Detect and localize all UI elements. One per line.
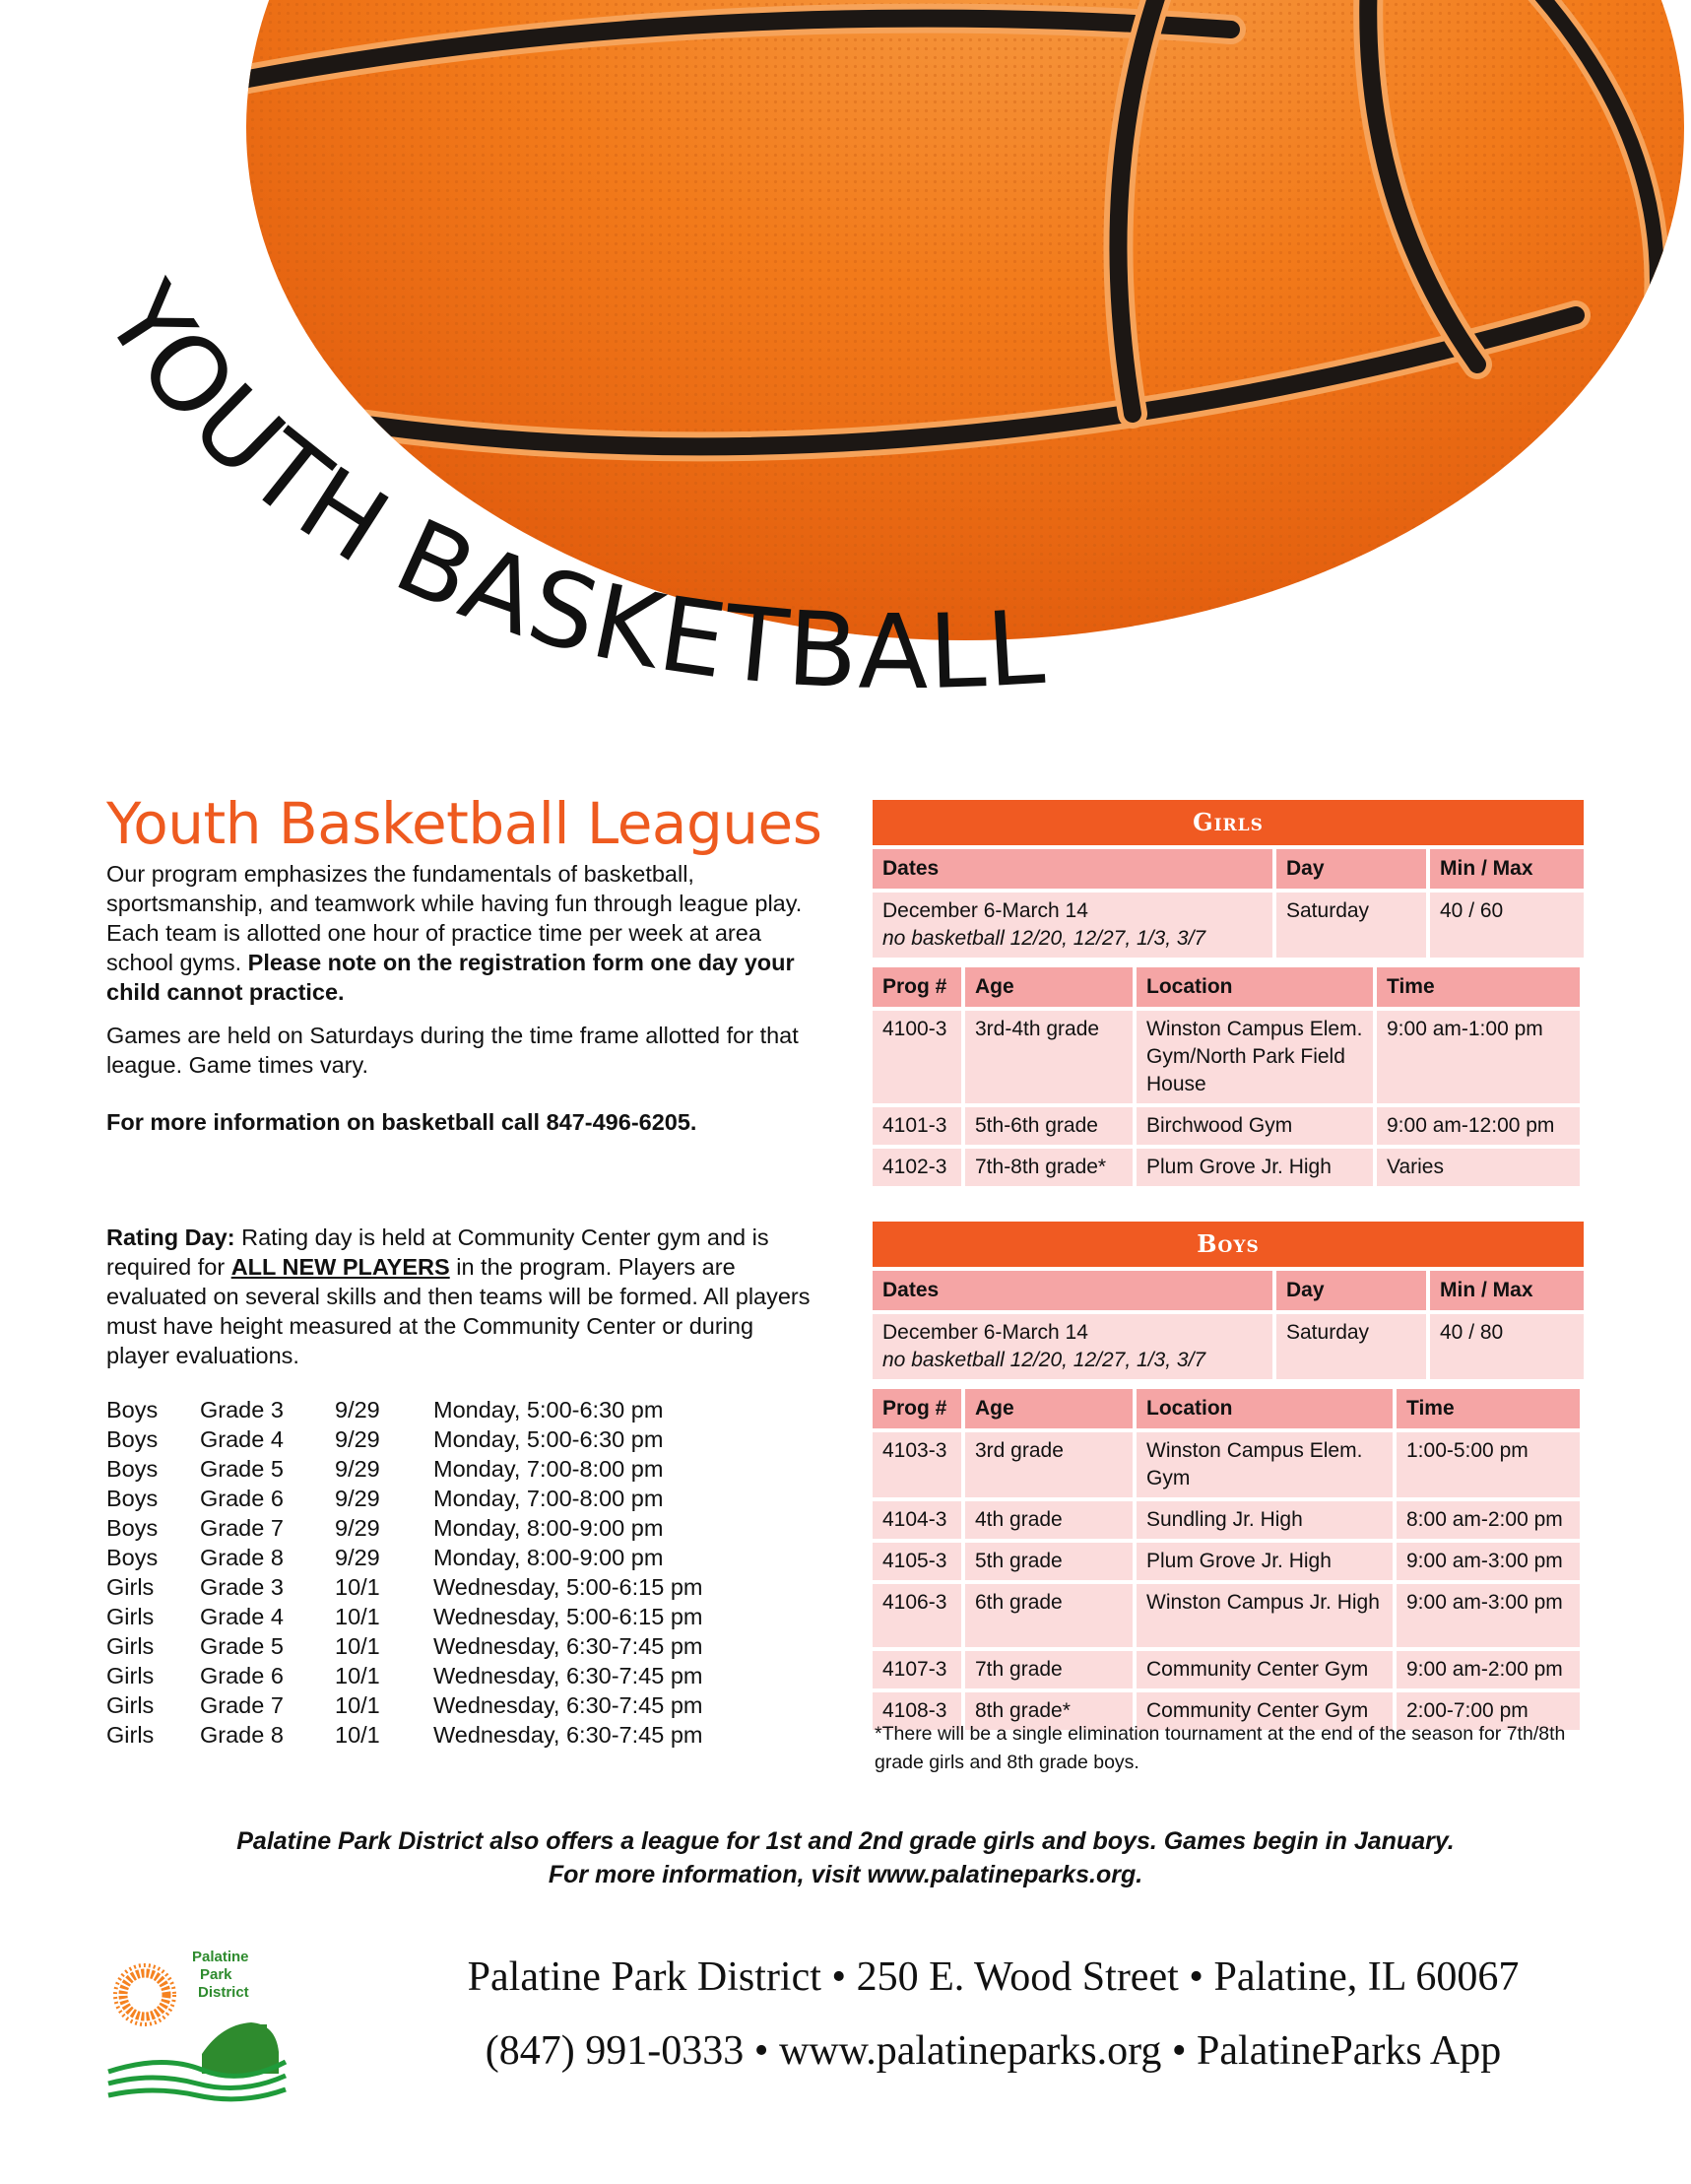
- rating-row: [106, 1513, 758, 1543]
- prog-number-cell: 4107-3: [873, 1651, 961, 1688]
- gender-cell: Boys: [106, 1397, 159, 1423]
- rating-paragraph: Rating Day: Rating day is held at Community Center gym and is required for ALL NEW PLAYERS in the program. Players are evaluated on several skills and then teams will be formed. All players must have height measured at the Community Center or during player evaluations.: [106, 1224, 811, 1368]
- time-cell: Wednesday, 6:30-7:45 pm: [433, 1663, 703, 1688]
- program-row: [873, 1501, 1584, 1543]
- time-cell: Monday, 8:00-9:00 pm: [433, 1545, 664, 1570]
- location-header: Location: [1137, 1389, 1393, 1428]
- day-cell: Saturday: [1276, 1314, 1426, 1379]
- rating-row: [106, 1484, 758, 1513]
- grade-cell: Grade 5: [200, 1456, 284, 1482]
- day-header: Day: [1276, 849, 1426, 889]
- day-header: Day: [1276, 1271, 1426, 1310]
- time-cell: Wednesday, 6:30-7:45 pm: [433, 1633, 703, 1659]
- date-cell: 9/29: [335, 1397, 380, 1423]
- time-cell: 9:00 am-2:00 pm: [1397, 1651, 1580, 1688]
- time-cell: Monday, 5:00-6:30 pm: [433, 1426, 664, 1452]
- time-cell: Monday, 8:00-9:00 pm: [433, 1515, 664, 1541]
- time-cell: Monday, 5:00-6:30 pm: [433, 1397, 664, 1423]
- gender-cell: Boys: [106, 1515, 159, 1541]
- time-cell: 9:00 am-1:00 pm: [1377, 1011, 1580, 1103]
- park-district-logo: [103, 1946, 291, 2103]
- rating-schedule-table: [106, 1395, 758, 1750]
- minmax-header: Min / Max: [1430, 1271, 1584, 1310]
- grade-cell: Grade 7: [200, 1515, 284, 1541]
- time-cell: Varies: [1377, 1149, 1580, 1186]
- time-header: Time: [1397, 1389, 1580, 1428]
- footer-address: Palatine Park District • 250 E. Wood Street • Palatine, IL 60067: [467, 1954, 1520, 2000]
- offer-line-1: Palatine Park District also offers a league for 1st and 2nd grade girls and boys. Games begin in January.: [236, 1827, 1455, 1855]
- age-cell: 7th-8th grade*: [965, 1149, 1133, 1186]
- time-cell: 2:00-7:00 pm: [1397, 1692, 1580, 1730]
- prog-number-cell: 4106-3: [873, 1584, 961, 1647]
- location-cell: Winston Campus Elem. Gym/North Park Field House: [1137, 1011, 1373, 1103]
- gender-cell: Boys: [106, 1456, 159, 1482]
- gender-cell: Girls: [106, 1722, 155, 1748]
- sun-icon: [115, 1965, 174, 2024]
- grade-cell: Grade 3: [200, 1574, 284, 1600]
- time-cell: Wednesday, 5:00-6:15 pm: [433, 1574, 703, 1600]
- boys-header: Boys: [873, 1222, 1584, 1267]
- program-row: [873, 1651, 1584, 1692]
- gender-cell: Girls: [106, 1574, 155, 1600]
- info-paragraph: For more information on basketball call 847-496-6205.: [106, 1109, 697, 1135]
- logo-line-1: Palatine: [192, 1949, 249, 1965]
- grade-cell: Grade 6: [200, 1663, 284, 1688]
- tree-icon: [202, 2022, 279, 2074]
- gender-cell: Girls: [106, 1663, 155, 1688]
- gender-cell: Girls: [106, 1633, 155, 1659]
- girls-header: Girls: [873, 800, 1584, 845]
- grade-cell: Grade 8: [200, 1722, 284, 1748]
- prog-number-cell: 4102-3: [873, 1149, 961, 1186]
- date-cell: 9/29: [335, 1456, 380, 1482]
- prog-number-cell: 4100-3: [873, 1011, 961, 1103]
- rating-day-text: [106, 1223, 815, 1384]
- date-cell: 9/29: [335, 1545, 380, 1570]
- minmax-header: Min / Max: [1430, 849, 1584, 889]
- date-cell: 9/29: [335, 1426, 380, 1452]
- location-cell: Winston Campus Jr. High: [1137, 1584, 1393, 1647]
- gender-cell: Girls: [106, 1604, 155, 1629]
- location-cell: Birchwood Gym: [1137, 1107, 1373, 1145]
- rating-row: [106, 1424, 758, 1454]
- minmax-cell: 40 / 80: [1430, 1314, 1584, 1379]
- grade-cell: Grade 4: [200, 1604, 284, 1629]
- grade-cell: Grade 4: [200, 1426, 284, 1452]
- dates-header: Dates: [873, 849, 1272, 889]
- rating-row: [106, 1720, 758, 1750]
- logo-line-2: Park: [200, 1966, 232, 1983]
- prog-header: Prog #: [873, 967, 961, 1007]
- time-cell: 8:00 am-2:00 pm: [1397, 1501, 1580, 1539]
- time-cell: 9:00 am-12:00 pm: [1377, 1107, 1580, 1145]
- prog-number-cell: 4108-3: [873, 1692, 961, 1730]
- date-cell: 9/29: [335, 1486, 380, 1511]
- program-row: [873, 1149, 1584, 1190]
- grade-cell: Grade 7: [200, 1692, 284, 1718]
- age-cell: 4th grade: [965, 1501, 1133, 1539]
- program-row: [873, 1543, 1584, 1584]
- date-cell: 10/1: [335, 1604, 380, 1629]
- tournament-footnote: *There will be a single elimination tournament at the end of the season for 7th/8th grade girls and 8th grade boys.: [875, 1723, 1566, 1773]
- gender-cell: Boys: [106, 1426, 159, 1452]
- prog-number-cell: 4105-3: [873, 1543, 961, 1580]
- grade-cell: Grade 5: [200, 1633, 284, 1659]
- prog-number-cell: 4103-3: [873, 1432, 961, 1497]
- offer-text: [0, 1824, 1691, 1891]
- age-cell: 6th grade: [965, 1584, 1133, 1647]
- date-cell: 10/1: [335, 1633, 380, 1659]
- gender-cell: Girls: [106, 1692, 155, 1718]
- age-cell: 7th grade: [965, 1651, 1133, 1688]
- intro-paragraph: Our program emphasizes the fundamentals of basketball, sportsmanship, and teamwork while having fun through league play. Each team is allotted one hour of practice time per week at area school gyms. Please note on the registration form one day your child cannot practice.: [106, 861, 803, 1005]
- location-cell: Plum Grove Jr. High: [1137, 1543, 1393, 1580]
- day-cell: Saturday: [1276, 893, 1426, 958]
- rating-row: [106, 1395, 758, 1424]
- intro-text: [106, 859, 815, 1151]
- games-paragraph: Games are held on Saturdays during the time frame allotted for that league. Game times vary.: [106, 1023, 799, 1078]
- rating-row: [106, 1661, 758, 1690]
- minmax-cell: 40 / 60: [1430, 893, 1584, 958]
- boys-league-table: [873, 1222, 1584, 1734]
- rating-row: [106, 1454, 758, 1484]
- location-cell: Community Center Gym: [1137, 1651, 1393, 1688]
- time-cell: 9:00 am-3:00 pm: [1397, 1584, 1580, 1647]
- grade-cell: Grade 8: [200, 1545, 284, 1570]
- offer-line-2: For more information, visit www.palatineparks.org.: [548, 1861, 1143, 1888]
- section-title: Youth Basketball Leagues: [106, 790, 822, 857]
- time-cell: Wednesday, 6:30-7:45 pm: [433, 1722, 703, 1748]
- time-cell: 9:00 am-3:00 pm: [1397, 1543, 1580, 1580]
- logo-line-3: District: [198, 1984, 249, 2001]
- dates-header: Dates: [873, 1271, 1272, 1310]
- rating-row: [106, 1602, 758, 1631]
- date-cell: 10/1: [335, 1663, 380, 1688]
- date-cell: 10/1: [335, 1574, 380, 1600]
- program-row: [873, 1584, 1584, 1651]
- time-header: Time: [1377, 967, 1580, 1007]
- prog-number-cell: 4104-3: [873, 1501, 961, 1539]
- age-cell: 3rd grade: [965, 1432, 1133, 1497]
- prog-number-cell: 4101-3: [873, 1107, 961, 1145]
- date-cell: 10/1: [335, 1722, 380, 1748]
- gender-cell: Boys: [106, 1545, 159, 1570]
- rating-row: [106, 1631, 758, 1661]
- dates-cell: December 6-March 14 no basketball 12/20, 12/27, 1/3, 3/7: [873, 893, 1272, 958]
- age-cell: 5th-6th grade: [965, 1107, 1133, 1145]
- rating-row: [106, 1572, 758, 1602]
- age-header: Age: [965, 1389, 1133, 1428]
- location-cell: Community Center Gym: [1137, 1692, 1393, 1730]
- location-cell: Winston Campus Elem. Gym: [1137, 1432, 1393, 1497]
- location-header: Location: [1137, 967, 1373, 1007]
- hero-title: YOUTH BASKETBALL: [82, 263, 1050, 713]
- location-cell: Plum Grove Jr. High: [1137, 1149, 1373, 1186]
- date-cell: 9/29: [335, 1515, 380, 1541]
- rating-row: [106, 1690, 758, 1720]
- time-cell: Wednesday, 6:30-7:45 pm: [433, 1692, 703, 1718]
- age-cell: 8th grade*: [965, 1692, 1133, 1730]
- gender-cell: Boys: [106, 1486, 159, 1511]
- grade-cell: Grade 3: [200, 1397, 284, 1423]
- program-row: [873, 1107, 1584, 1149]
- girls-league-table: [873, 800, 1584, 1190]
- program-row: [873, 1432, 1584, 1501]
- hero-basketball-graphic: [0, 0, 1691, 808]
- date-cell: 10/1: [335, 1692, 380, 1718]
- dates-cell: December 6-March 14 no basketball 12/20, 12/27, 1/3, 3/7: [873, 1314, 1272, 1379]
- time-cell: Wednesday, 5:00-6:15 pm: [433, 1604, 703, 1629]
- grade-cell: Grade 6: [200, 1486, 284, 1511]
- prog-header: Prog #: [873, 1389, 961, 1428]
- age-cell: 3rd-4th grade: [965, 1011, 1133, 1103]
- location-cell: Sundling Jr. High: [1137, 1501, 1393, 1539]
- footer-contact: (847) 991-0333 • www.palatineparks.org • PalatineParks App: [485, 2028, 1502, 2074]
- age-cell: 5th grade: [965, 1543, 1133, 1580]
- time-cell: 1:00-5:00 pm: [1397, 1432, 1580, 1497]
- time-cell: Monday, 7:00-8:00 pm: [433, 1486, 664, 1511]
- time-cell: Monday, 7:00-8:00 pm: [433, 1456, 664, 1482]
- program-row: [873, 1011, 1584, 1107]
- age-header: Age: [965, 967, 1133, 1007]
- rating-row: [106, 1543, 758, 1572]
